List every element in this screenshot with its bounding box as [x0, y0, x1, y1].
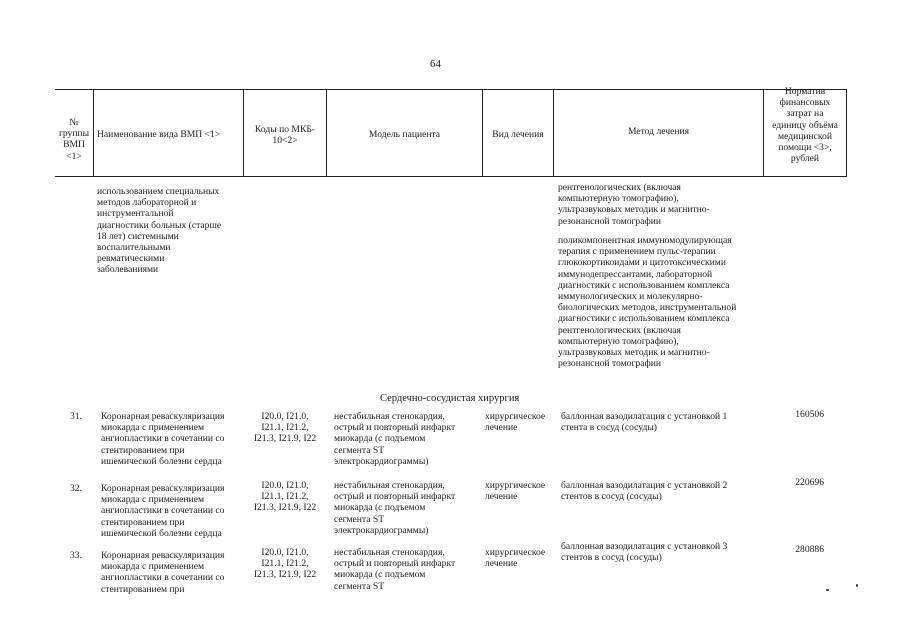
row-name: Коронарная реваскуляризация миокарда с применением ангиопластики в сочетании со стентированием при ишемической болезни сердца	[101, 411, 225, 467]
row-codes: I20.0, I21.0, I21.1, I21.2, I21.3, I21.9, I22	[253, 411, 317, 445]
row-name: Коронарная реваскуляризация миокарда с применением ангиопластики в сочетании со стентированием при	[101, 550, 225, 595]
header-codes: Коды по МКБ- 10<2>	[254, 124, 316, 147]
row-number: 33.	[70, 550, 82, 561]
scan-speck	[826, 589, 829, 591]
header-top-rule	[55, 89, 847, 90]
row-codes: I20.0, I21.0, I21.1, I21.2, I21.3, I21.9, I22	[253, 547, 317, 581]
row-type: хирургическое лечение	[485, 411, 546, 434]
continuation-method-1: рентгенологических (включая компьютерную томографию), ультразвуковых методик и магнитно- резонансной томографии	[558, 182, 710, 227]
col-divider	[846, 89, 847, 176]
header-name: Наименование вида ВМП <1>	[97, 129, 221, 140]
row-type: хирургическое лечение	[485, 480, 546, 503]
scan-speck	[856, 584, 858, 587]
header-model: Модель пациента	[368, 129, 441, 140]
header-num: № группы ВМП <1>	[58, 117, 90, 162]
row-method: баллонная вазодилатация с установкой 2 стентов в сосуд (сосуды)	[561, 480, 728, 503]
row-cost: 160506	[795, 409, 824, 420]
row-method: баллонная вазодилатация с установкой 3 стентов в сосуд (сосуды)	[561, 541, 728, 564]
row-model: нестабильная стенокардия, острый и повторный инфаркт миокарда (с подъемом сегмента ST	[334, 547, 456, 592]
row-model: нестабильная стенокардия, острый и повторный инфаркт миокарда (с подъемом сегмента ST электрокардиограммы)	[334, 480, 456, 536]
continuation-method-2: поликомпонентная иммуномодулирующая терапия с применением пульс-терапии глюкокортикоидами и цитотоксическими иммунодепрессантами, лабораторной диагностики с использованием комплекса иммунологических и молекулярно- биологических методов, инструментальной диагностики с использованием комплекса рентгенологических (включая компьютерную томографию), ультразвуковых методик и магнитно- резонансной томографии	[558, 235, 737, 370]
continuation-name: использованием специальных методов лабораторной и инструментальной диагностики больных (старше 18 лет) системными воспалительными ревматическими заболеваниями	[97, 186, 222, 276]
row-number: 32.	[70, 483, 82, 494]
row-type: хирургическое лечение	[485, 547, 546, 570]
header-type: Вид лечения	[492, 129, 544, 140]
row-codes: I20.0, I21.0, I21.1, I21.2, I21.3, I21.9, I22	[253, 480, 317, 514]
header-bottom-rule	[55, 176, 847, 177]
header-method: Метод лечения	[627, 126, 690, 137]
col-divider	[93, 89, 94, 176]
header-cost: Норматив финансовых затрат на единицу объёма медицинской помощи <3>, рублей	[772, 86, 838, 165]
row-name: Коронарная реваскуляризация миокарда с применением ангиопластики в сочетании со стентированием при ишемической болезни сердца	[101, 483, 225, 539]
page-number: 64	[430, 58, 441, 70]
row-cost: 280886	[795, 544, 824, 555]
section-title: Сердечно-сосудистая хирургия	[380, 393, 520, 404]
row-cost: 220696	[795, 477, 824, 488]
row-number: 31.	[70, 411, 82, 422]
row-method: баллонная вазодилатация с установкой 1 стента в сосуд (сосуды)	[561, 411, 728, 434]
row-model: нестабильная стенокардия, острый и повторный инфаркт миокарда (с подъемом сегмента ST электрокардиограммы)	[334, 411, 456, 467]
